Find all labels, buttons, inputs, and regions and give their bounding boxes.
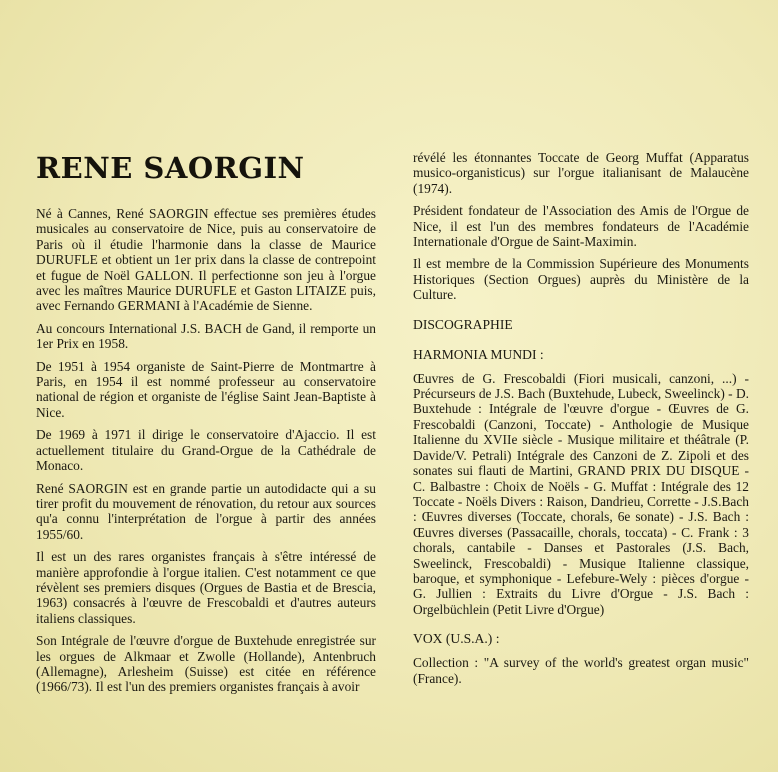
bio-paragraph-7: Son Intégrale de l'œuvre d'orgue de Buxtehude enregistrée sur les orgues de Alkmaar et Zwolle (Hollande), Antenbruch (Allemagne), Arlesheim (Suisse) est citée en référence (1966/73). Il est l'un des premiers organistes français à avoir xyxy=(36,633,376,695)
bio-paragraph-1: Né à Cannes, René SAORGIN effectue ses premières études musicales au conservatoire de Nice, puis au conservatoire de Paris où il étudie l'harmonie dans la classe de Maurice DURUFLE et obtient un 1er prix dans la classe de contrepoint et fugue de Noël GALLON. Il perfectionne son jeu à l'orgue avec les maîtres Maurice DURUFLE et Gaston LITAIZE puis, avec Fernando GERMANI à l'Académie de Sienne. xyxy=(36,206,376,314)
bio-paragraph-9: Président fondateur de l'Association des Amis de l'Orgue de Nice, il est l'un des membres fondateurs de l'Académie Internationale d'Orgue de Saint-Maximin. xyxy=(413,203,749,250)
bio-paragraph-4: De 1969 à 1971 il dirige le conservatoire d'Ajaccio. Il est actuellement titulaire du Grand-Orgue de la Cathédrale de Monaco. xyxy=(36,427,376,474)
bio-paragraph-10: Il est membre de la Commission Supérieure des Monuments Historiques (Section Orgues) auprès du Ministère de la Culture. xyxy=(413,256,749,303)
bio-paragraph-5: René SAORGIN est en grande partie un autodidacte qui a su tirer profit du mouvement de rénovation, du retour aux sources qu'a connu l'interprétation de l'orgue à partir des années 1955/60. xyxy=(36,480,376,542)
bio-paragraph-3: De 1951 à 1954 organiste de Saint-Pierre de Montmartre à Paris, en 1954 il est nommé professeur au conservatoire national de région et organiste de l'église Saint Jean-Baptiste à Nice. xyxy=(36,358,376,420)
bio-paragraph-2: Au concours International J.S. BACH de Gand, il remporte un 1er Prix en 1958. xyxy=(36,320,376,352)
harmonia-mundi-list: Œuvres de G. Frescobaldi (Fiori musicali, canzoni, ...) - Précurseurs de J.S. Bach (Buxtehude, Lubeck, Sweelinck) - D. Buxtehude : Intégrale de l'œuvre d'orgue - Œuvres de G. Frescobaldi (Canzoni, Toccate) - Anthologie de Musique Italienne du XVIIe siècle - Musique militaire et théâtrale (P. Davide/V. Petrali) Intégrale des Canzoni de Z. Zipoli et des sonates sui flauti de Martini, GRAND PRIX DU DISQUE - C. Balbastre : Choix de Noëls - G. Muffat : Intégrale des 12 Toccate - Noëls Divers : Raison, Dandrieu, Corrette - J.S.Bach : Œuvres diverses (Toccate, chorals, 6e sonate) - J.S. Bach : Œuvres diverses (Passacaille, chorals, toccata) - C. Frank : 3 chorals, cantabile - Danses et Pastorales (J.S. Bach, Sweelinck, Frescobaldi) - Musique Italienne classique, baroque, et symphonique - Lefebure-Wely : pièces d'orgue - G. Jullien : Extraits du Livre d'Orgue - J.S. Bach : Orgelbüchlein (Petit Livre d'Orgue) xyxy=(413,370,749,617)
bio-paragraph-8: révélé les étonnantes Toccate de Georg Muffat (Apparatus musico-organisticus) sur l'orgue italianisant de Malaucène (1974). xyxy=(413,150,749,196)
label-harmonia-mundi: HARMONIA MUNDI : xyxy=(413,346,544,362)
label-vox: VOX (U.S.A.) : xyxy=(413,631,500,647)
right-column xyxy=(413,150,749,693)
bio-paragraph-6: Il est un des rares organistes français à s'être intéressé de manière approfondie à l'orgue italien. C'est notamment ce que révèlent ses premiers disques (Orgues de Bastia et de Brescia, 1963) consacrés à l'œuvre de Frescobaldi et d'autres auteurs italiens classiques. xyxy=(36,549,376,626)
discography-heading: DISCOGRAPHIE xyxy=(413,316,513,332)
vox-list: Collection : "A survey of the world's greatest organ music" (France). xyxy=(413,655,749,686)
page-title: RENE SAORGIN xyxy=(36,151,305,185)
left-column xyxy=(36,150,376,702)
